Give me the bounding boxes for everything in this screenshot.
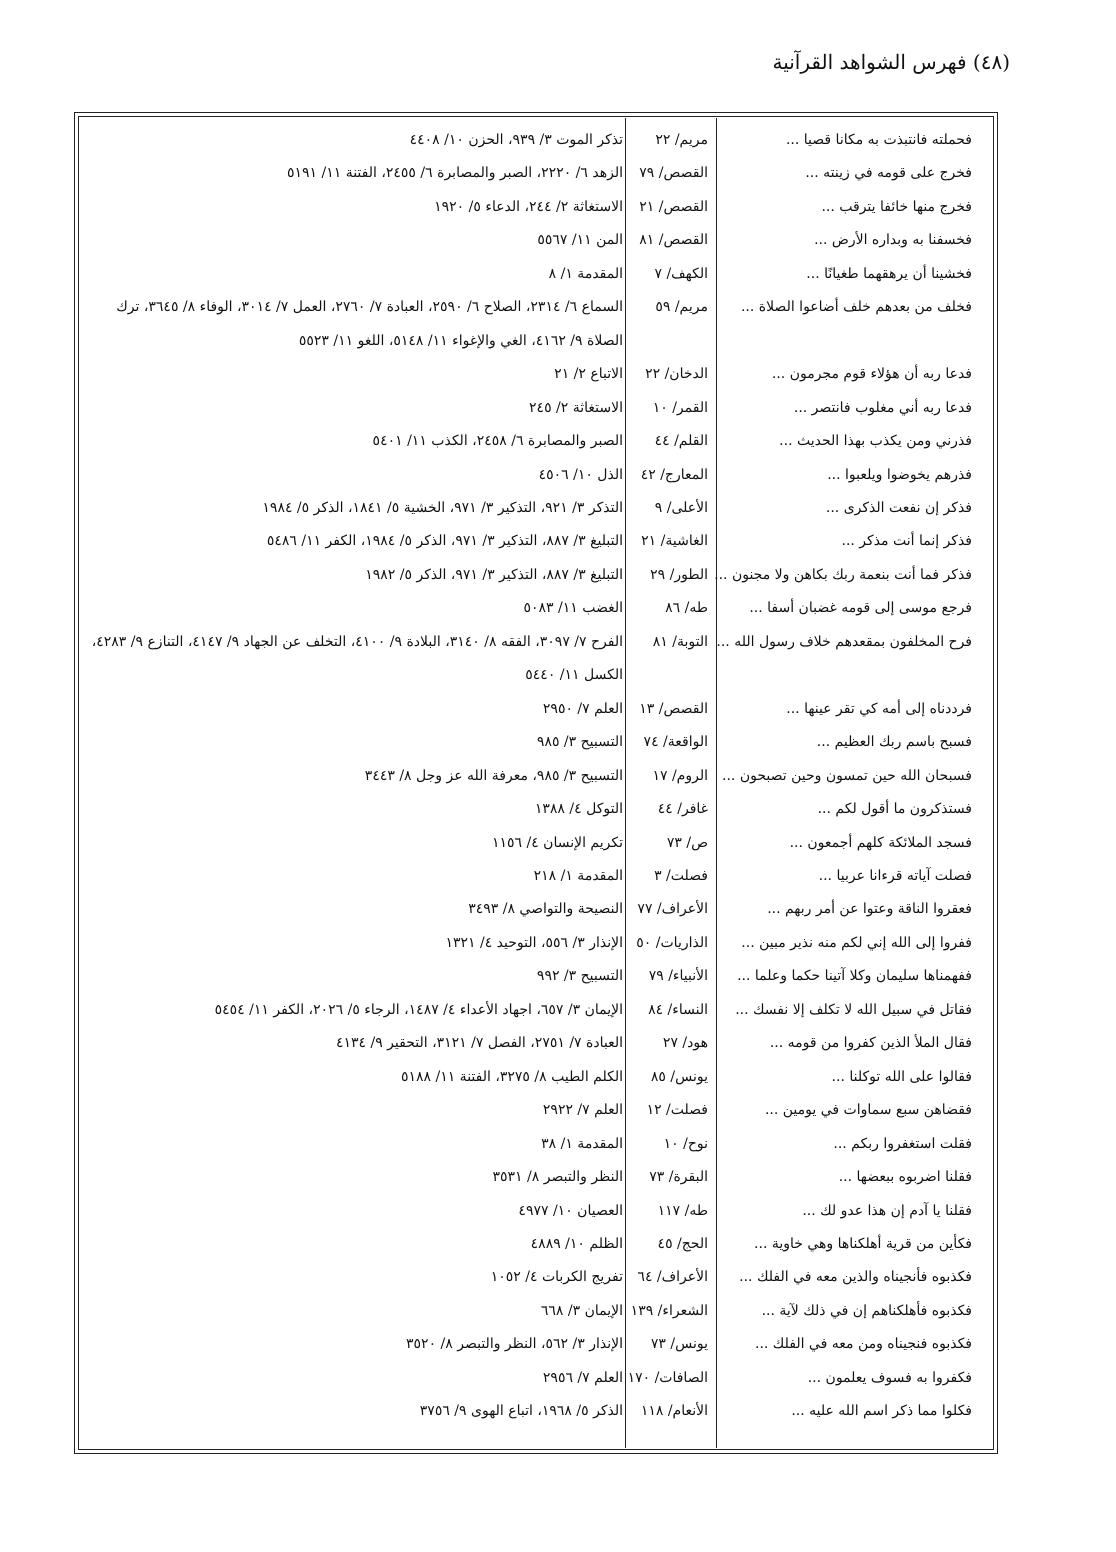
topic-references-cell: الفرح ٧/ ٣٠٩٧، الفقه ٨/ ٣١٤٠، البلادة ٩/ ٤١٠٠، التخلف عن الجهاد ٩/ ٤١٤٧، التنازع ٩/ ٤٢٨٣، الكسل ١١/ ٥٤٤٠	[91, 633, 623, 684]
verse-cell: فكأين من قرية أهلكناها وهي خاوية ...	[754, 1235, 972, 1252]
sura-reference-cell: طه/ ١١٧	[657, 1202, 708, 1219]
topic-references-cell: الإيمان ٣/ ٦٦٨	[540, 1302, 623, 1319]
verse-cell: فستذكرون ما أقول لكم ...	[817, 801, 972, 818]
table-row	[82, 827, 990, 860]
topic-references-cell: الاتباع ٢/ ٢١	[554, 366, 623, 383]
verse-cell: فخلف من بعدهم خلف أضاعوا الصلاة ...	[740, 299, 972, 316]
sura-reference-cell: الصافات/ ١٧٠	[627, 1369, 708, 1386]
topic-references-cell: المن ١١/ ٥٥٦٧	[537, 232, 623, 249]
verse-cell: فصلت آياته قرءانا عربيا ...	[818, 867, 972, 884]
topic-references-cell: التسبيح ٣/ ٩٩٢	[536, 968, 623, 985]
topic-references-cell: الكلم الطيب ٨/ ٣٢٧٥، الفتنة ١١/ ٥١٨٨	[400, 1068, 623, 1085]
sura-reference-cell: القلم/ ٤٤	[654, 433, 708, 450]
table-row	[82, 960, 990, 993]
topic-references-cell: التوكل ٤/ ١٣٨٨	[534, 801, 623, 818]
topic-references-cell: التبليغ ٣/ ٨٨٧، التذكير ٣/ ٩٧١، الذكر ٥/ ١٩٨٢	[365, 566, 623, 583]
verse-cell: فخشينا أن يرهقهما طغيانًا ...	[806, 265, 972, 282]
sura-reference-cell: الأنعام/ ١١٨	[640, 1403, 708, 1420]
verse-cell: فكلوا مما ذكر اسم الله عليه ...	[791, 1403, 972, 1420]
verse-cell: فخرج على قومه في زينته ...	[805, 165, 972, 182]
table-row	[82, 860, 990, 893]
verse-cell: فقاتل في سبيل الله لا تكلف إلا نفسك ...	[735, 1001, 972, 1018]
verse-cell: فقلنا يا آدم إن هذا عدو لك ...	[802, 1202, 972, 1219]
table-row	[82, 191, 990, 224]
table-row	[82, 1061, 990, 1094]
sura-reference-cell: المعارج/ ٤٢	[640, 466, 708, 483]
table-row	[82, 1362, 990, 1395]
topic-references-cell: التبليغ ٣/ ٨٨٧، التذكير ٣/ ٩٧١، الذكر ٥/ ١٩٨٤، الكفر ١١/ ٥٤٨٦	[266, 533, 623, 550]
table-row	[82, 525, 990, 558]
sura-reference-cell: الغاشية/ ٢١	[641, 533, 708, 550]
verse-cell: فقالوا على الله توكلنا ...	[831, 1068, 972, 1085]
sura-reference-cell: الروم/ ١٧	[652, 767, 708, 784]
verse-cell: فقال الملأ الذين كفروا من قومه ...	[769, 1035, 972, 1052]
sura-reference-cell: الأعلى/ ٩	[654, 499, 708, 516]
table-row	[82, 626, 990, 693]
topic-references-cell: المقدمة ١/ ٢١٨	[533, 867, 623, 884]
topic-references-cell: العلم ٧/ ٢٩٢٢	[542, 1102, 623, 1119]
table-row	[82, 1261, 990, 1294]
table-row	[82, 258, 990, 291]
table-row	[82, 1328, 990, 1361]
sura-reference-cell: الدخان/ ٢٢	[645, 366, 708, 383]
verse-cell: فخرج منها خائفا يترقب ...	[821, 198, 972, 215]
sura-reference-cell: النساء/ ٨٤	[648, 1001, 708, 1018]
topic-references-cell: الإيمان ٣/ ٦٥٧، اجهاد الأعداء ٤/ ١٤٨٧، الرجاء ٥/ ٢٠٢٦، الكفر ١١/ ٥٤٥٤	[214, 1001, 623, 1018]
sura-reference-cell: الأعراف/ ٧٧	[637, 901, 708, 918]
topic-references-cell: النصيحة والتواصي ٨/ ٣٤٩٣	[468, 901, 623, 918]
verse-cell: فسبح باسم ربك العظيم ...	[816, 734, 972, 751]
verse-cell: فقلت استغفروا ربكم ...	[833, 1135, 972, 1152]
verse-cell: فرددناه إلى أمه كي تقر عينها ...	[786, 700, 972, 717]
table-row	[82, 1295, 990, 1328]
verse-cell: ففهمناها سليمان وكلا آتينا حكما وعلما ...	[737, 968, 972, 985]
sura-reference-cell: الواقعة/ ٧٤	[643, 734, 708, 751]
verse-cell: فحملته فانتبذت به مكانا قصيا ...	[785, 132, 972, 148]
table-row	[82, 492, 990, 525]
topic-references-cell: المقدمة ١/ ٣٨	[541, 1135, 623, 1152]
topic-references-cell: السماع ٦/ ٢٣١٤، الصلاح ٦/ ٢٥٩٠، العبادة ٧/ ٢٧٦٠، العمل ٧/ ٣٠١٤، الوفاء ٨/ ٣٦٤٥، ترك الصلاة ٩/ ٤١٦٢، الغي والإغواء ١١/ ٥١٤٨، اللغو ١١/ ٥٥٢٣	[116, 299, 623, 349]
verse-cell: فذرني ومن يكذب بهذا الحديث ...	[779, 433, 972, 450]
sura-reference-cell: ص/ ٧٣	[666, 834, 708, 851]
table-row	[82, 1395, 990, 1428]
table-row	[82, 1161, 990, 1194]
topic-references-cell: الإنذار ٣/ ٥٥٦، التوحيد ٤/ ١٣٢١	[445, 934, 623, 951]
table-row	[82, 1195, 990, 1228]
sura-reference-cell: طه/ ٨٦	[665, 600, 708, 617]
table-row	[82, 124, 990, 157]
sura-reference-cell: الشعراء/ ١٣٩	[630, 1302, 708, 1319]
verse-cell: فكذبوه فنجيناه ومن معه في الفلك ...	[755, 1336, 972, 1353]
verse-cell: فعقروا الناقة وعتوا عن أمر ربهم ...	[767, 901, 972, 918]
quranic-index-table	[82, 124, 990, 1429]
table-row	[82, 1027, 990, 1060]
table-row	[82, 224, 990, 257]
table-row	[82, 1228, 990, 1261]
topic-references-cell: الاستغاثة ٢/ ٢٤٤، الدعاء ٥/ ١٩٢٠	[434, 198, 623, 215]
sura-reference-cell: الكهف/ ٧	[654, 265, 708, 282]
sura-reference-cell: فصلت/ ٣	[654, 867, 708, 884]
table-row	[82, 459, 990, 492]
topic-references-cell: المقدمة ١/ ٨	[548, 265, 623, 282]
verse-cell: فقضاهن سبع سماوات في يومين ...	[764, 1102, 972, 1119]
verse-cell: فكذبوه فأنجيناه والذين معه في الفلك ...	[739, 1269, 972, 1286]
table-row	[82, 291, 990, 358]
sura-reference-cell: الذاريات/ ٥٠	[636, 934, 708, 951]
table-row	[82, 893, 990, 926]
topic-references-cell: الصبر والمصابرة ٦/ ٢٤٥٨، الكذب ١١/ ٥٤٠١	[372, 433, 623, 450]
sura-reference-cell: الأعراف/ ٦٤	[637, 1269, 708, 1286]
verse-cell: فكذبوه فأهلكناهم إن في ذلك لآية ...	[761, 1302, 972, 1319]
verse-cell: فذكر إن نفعت الذكرى ...	[825, 499, 972, 516]
sura-reference-cell: هود/ ٢٧	[662, 1035, 708, 1052]
table-row	[82, 1094, 990, 1127]
topic-references-cell: الذل ١٠/ ٤٥٠٦	[538, 466, 623, 483]
verse-cell: فخسفنا به وبداره الأرض ...	[814, 232, 972, 249]
sura-reference-cell: نوح/ ١٠	[663, 1135, 708, 1152]
topic-references-cell: النظر والتبصر ٨/ ٣٥٣١	[492, 1169, 623, 1186]
table-row	[82, 425, 990, 458]
topic-references-cell: العبادة ٧/ ٢٧٥١، الفصل ٧/ ٣١٢١، التحقير ٩/ ٤١٣٤	[335, 1035, 623, 1052]
table-row	[82, 392, 990, 425]
topic-references-cell: الغضب ١١/ ٥٠٨٣	[523, 600, 623, 617]
topic-references-cell: الاستغاثة ٢/ ٢٤٥	[529, 399, 623, 416]
table-row	[82, 793, 990, 826]
topic-references-cell: تفريج الكربات ٤/ ١٠٥٢	[490, 1269, 623, 1286]
verse-cell: فدعا ربه أن هؤلاء قوم مجرمون ...	[771, 366, 972, 383]
sura-reference-cell: التوبة/ ٨١	[652, 633, 708, 650]
sura-reference-cell: القمر/ ١٠	[652, 399, 708, 416]
topic-references-cell: التسبيح ٣/ ٩٨٥	[536, 734, 623, 751]
sura-reference-cell: غافر/ ٤٤	[657, 801, 708, 818]
verse-cell: فرح المخلفون بمقعدهم خلاف رسول الله ...	[716, 633, 972, 650]
sura-reference-cell: مريم/ ٢٢	[655, 132, 708, 148]
sura-reference-cell: فصلت/ ١٢	[646, 1102, 708, 1119]
verse-cell: فسبحان الله حين تمسون وحين تصبحون ...	[722, 767, 972, 784]
sura-reference-cell: مريم/ ٥٩	[655, 299, 708, 316]
sura-reference-cell: الحج/ ٤٥	[657, 1235, 708, 1252]
verse-cell: فذكر إنما أنت مذكر ...	[841, 533, 972, 550]
topic-references-cell: تكريم الإنسان ٤/ ١١٥٦	[491, 834, 623, 851]
verse-cell: فكفروا به فسوف يعلمون ...	[807, 1369, 972, 1386]
verse-cell: فقلنا اضربوه ببعضها ...	[838, 1169, 972, 1186]
table-row	[82, 693, 990, 726]
sura-reference-cell: القصص/ ٢١	[639, 198, 708, 215]
topic-references-cell: الظلم ١٠/ ٤٨٨٩	[530, 1235, 623, 1252]
table-row	[82, 927, 990, 960]
table-row	[82, 1128, 990, 1161]
sura-reference-cell: يونس/ ٧٣	[650, 1336, 708, 1353]
verse-cell: ففروا إلى الله إني لكم منه نذير مبين ...	[741, 934, 972, 951]
page-header: (٤٨) فهرس الشواهد القرآنية	[772, 50, 1010, 74]
verse-cell: فدعا ربه أني مغلوب فانتصر ...	[793, 399, 972, 416]
topic-references-cell: التذكر ٣/ ٩٢١، التذكير ٣/ ٩٧١، الخشية ٥/ ١٨٤١، الذكر ٥/ ١٩٨٤	[262, 499, 623, 516]
topic-references-cell: الإنذار ٣/ ٥٦٢، النظر والتبصر ٨/ ٣٥٢٠	[406, 1336, 623, 1353]
verse-cell: فسجد الملائكة كلهم أجمعون ...	[789, 834, 972, 851]
table-row	[82, 994, 990, 1027]
table-row	[82, 592, 990, 625]
table-row	[82, 760, 990, 793]
verse-cell: فذرهم يخوضوا ويلعبوا ...	[827, 466, 972, 483]
verse-cell: فذكر فما أنت بنعمة ربك بكاهن ولا مجنون ...	[714, 566, 972, 583]
sura-reference-cell: القصص/ ١٣	[639, 700, 708, 717]
sura-reference-cell: يونس/ ٨٥	[650, 1068, 708, 1085]
table-row	[82, 726, 990, 759]
topic-references-cell: الزهد ٦/ ٢٢٢٠، الصبر والمصابرة ٦/ ٢٤٥٥، الفتنة ١١/ ٥١٩١	[286, 165, 623, 182]
table-row	[82, 559, 990, 592]
topic-references-cell: العصيان ١٠/ ٤٩٧٧	[518, 1202, 623, 1219]
sura-reference-cell: القصص/ ٨١	[639, 232, 708, 249]
topic-references-cell: تذكر الموت ٣/ ٩٣٩، الحزن ١٠/ ٤٤٠٨	[409, 132, 623, 148]
topic-references-cell: العلم ٧/ ٢٩٥٠	[542, 700, 623, 717]
sura-reference-cell: الأنبياء/ ٧٩	[648, 968, 708, 985]
table-row	[82, 157, 990, 190]
topic-references-cell: التسبيح ٣/ ٩٨٥، معرفة الله عز وجل ٨/ ٣٤٤٣	[364, 767, 623, 784]
sura-reference-cell: البقرة/ ٧٣	[649, 1169, 708, 1186]
table-row	[82, 358, 990, 391]
sura-reference-cell: الطور/ ٢٩	[650, 566, 708, 583]
verse-cell: فرجع موسى إلى قومه غضبان أسفا ...	[749, 600, 972, 617]
sura-reference-cell: القصص/ ٧٩	[639, 165, 708, 182]
topic-references-cell: العلم ٧/ ٢٩٥٦	[542, 1369, 623, 1386]
topic-references-cell: الذكر ٥/ ١٩٦٨، اتباع الهوى ٩/ ٣٧٥٦	[419, 1403, 623, 1420]
